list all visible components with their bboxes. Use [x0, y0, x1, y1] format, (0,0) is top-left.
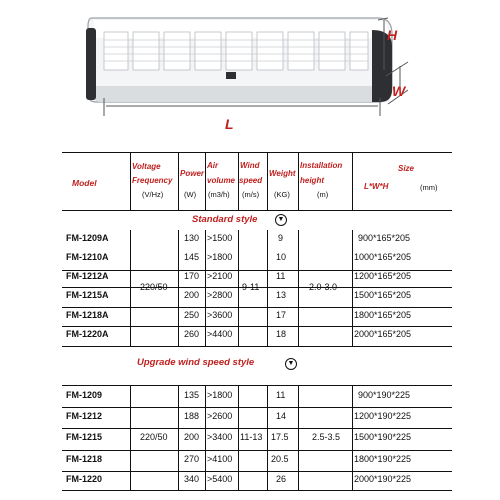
power-cell: 130 — [184, 233, 200, 243]
header-install-2: height — [300, 176, 324, 185]
size-cell: 1000*165*205 — [354, 252, 412, 262]
model-cell: FM-1212A — [66, 271, 109, 281]
header-weight: Weight — [269, 169, 296, 178]
power-cell: 188 — [184, 411, 200, 421]
weight-cell: 10 — [276, 252, 287, 262]
upgrade-voltage: 220/50 — [140, 432, 168, 442]
size-cell: 2000*190*225 — [354, 474, 412, 484]
standard-voltage: 220/50 — [140, 282, 168, 292]
air-volume-cell: >3600 — [207, 310, 233, 320]
power-cell: 200 — [184, 432, 200, 442]
width-label: W — [392, 83, 406, 99]
header-power: Power — [180, 169, 205, 178]
model-cell: FM-1210A — [66, 252, 109, 262]
air-volume-cell: >1500 — [207, 233, 233, 243]
standard-wind-speed: 9-11 — [242, 282, 260, 292]
header-voltage-unit: (V/Hz) — [142, 190, 164, 199]
header-size-unit: (mm) — [420, 183, 438, 192]
size-cell: 1500*190*225 — [354, 432, 412, 442]
model-cell: FM-1212 — [66, 411, 103, 421]
left-end-cap — [86, 28, 96, 100]
air-volume-cell: >2600 — [207, 411, 233, 421]
weight-cell: 11 — [276, 271, 286, 281]
weight-cell: 17.5 — [271, 432, 289, 442]
header-voltage-2: Frequency — [132, 176, 173, 185]
air-curtain-illustration — [0, 0, 500, 150]
header-voltage-1: Voltage — [132, 162, 161, 171]
upgrade-wind-speed: 11-13 — [240, 432, 263, 442]
size-cell: 900*190*225 — [358, 390, 411, 400]
power-cell: 260 — [184, 329, 200, 339]
size-cell: 1500*165*205 — [354, 290, 412, 300]
header-weight-unit: (KG) — [274, 190, 290, 199]
upgrade-style-title: Upgrade wind speed style — [137, 357, 255, 368]
header-air-1: Air — [207, 161, 219, 170]
air-volume-cell: >1800 — [207, 390, 233, 400]
model-cell: FM-1209 — [66, 390, 103, 400]
model-cell: FM-1218A — [66, 310, 109, 320]
upgrade-install-height: 2.5-3.5 — [312, 432, 341, 442]
size-cell: 1200*190*225 — [354, 411, 412, 421]
header-power-unit: (W) — [184, 190, 197, 199]
specification-table — [62, 152, 452, 490]
weight-cell: 9 — [278, 233, 284, 243]
weight-cell: 14 — [276, 411, 287, 421]
weight-cell: 13 — [276, 290, 287, 300]
size-cell: 1200*165*205 — [354, 271, 412, 281]
air-volume-cell: >2100 — [207, 271, 233, 281]
size-cell: 900*165*205 — [358, 233, 411, 243]
power-cell: 270 — [184, 454, 200, 464]
air-volume-cell: >3400 — [207, 432, 233, 442]
air-volume-cell: >1800 — [207, 252, 233, 262]
model-cell: FM-1220 — [66, 474, 103, 484]
chevron-down-icon: ▼ — [285, 358, 297, 370]
power-cell: 200 — [184, 290, 200, 300]
power-cell: 145 — [184, 252, 200, 262]
header-size-sub: L*W*H — [364, 182, 389, 191]
model-cell: FM-1215A — [66, 290, 109, 300]
header-size: Size — [398, 164, 415, 173]
power-cell: 170 — [184, 271, 200, 281]
air-volume-cell: >2800 — [207, 290, 233, 300]
header-wind-1: Wind — [240, 161, 260, 170]
header-wind-2: speed — [239, 176, 263, 185]
air-grille — [104, 32, 368, 70]
power-cell: 250 — [184, 310, 200, 320]
air-volume-cell: >4100 — [207, 454, 233, 464]
size-cell: 1800*190*225 — [354, 454, 412, 464]
weight-cell: 20.5 — [271, 454, 289, 464]
weight-cell: 17 — [276, 310, 287, 320]
model-cell: FM-1218 — [66, 454, 103, 464]
model-cell: FM-1220A — [66, 329, 109, 339]
model-cell: FM-1215 — [66, 432, 103, 442]
standard-install-height: 2.0-3.0 — [309, 282, 338, 292]
weight-cell: 18 — [276, 329, 287, 339]
power-cell: 340 — [184, 474, 200, 484]
model-cell: FM-1209A — [66, 233, 109, 243]
standard-style-title: Standard style — [192, 214, 258, 225]
air-volume-cell: >5400 — [207, 474, 233, 484]
header-air-2: volume — [207, 176, 236, 185]
control-display — [226, 72, 236, 79]
chevron-down-icon: ▼ — [275, 214, 287, 226]
header-air-unit: (m3/h) — [208, 190, 230, 199]
weight-cell: 11 — [276, 390, 286, 400]
air-volume-cell: >4400 — [207, 329, 233, 339]
size-cell: 2000*165*205 — [354, 329, 412, 339]
header-install-1: Installation — [300, 161, 343, 170]
height-label: H — [387, 27, 398, 43]
header-install-unit: (m) — [317, 190, 329, 199]
header-wind-unit: (m/s) — [242, 190, 260, 199]
header-model: Model — [72, 178, 97, 188]
power-cell: 135 — [184, 390, 200, 400]
length-label: L — [225, 116, 234, 132]
weight-cell: 26 — [276, 474, 287, 484]
size-cell: 1800*165*205 — [354, 310, 412, 320]
